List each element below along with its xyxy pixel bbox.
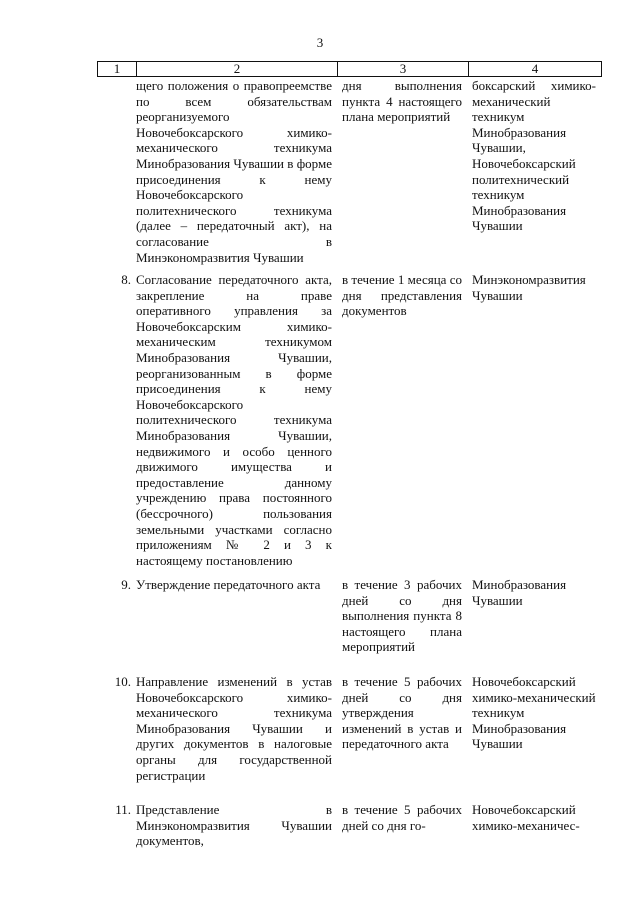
row-number: 10. xyxy=(114,674,131,689)
deadline-cell: в течение 5 рабочих дней со дня го- xyxy=(342,802,462,833)
column-header-4: 4 xyxy=(469,62,602,77)
responsible-cell: Новочебоксарский химико-механичес- xyxy=(472,802,580,833)
action-cell: щего положения о правопреемстве по всем обязательствам реорганизуемого Новочебоксарского химико-механического техникума Минобразования Чувашии в форме присоединения к нему Новочебоксарского политехнического техникума (далее – передаточный акт), на согласование в Минэкономразвития Чувашии xyxy=(136,78,332,265)
column-header-3: 3 xyxy=(338,62,469,77)
deadline-cell: в течение 3 рабочих дней со дня выполнения пункта 8 настоящего плана мероприятий xyxy=(342,577,462,655)
action-cell: Направление изменений в устав Новочебоксарского химико-механического техникума Минобразования Чувашии и других документов в налоговые органы для государственной регистрации xyxy=(136,674,332,783)
deadline-cell: дня выполнения пункта 4 настоящего плана мероприятий xyxy=(342,78,462,125)
column-header-1: 1 xyxy=(98,62,137,77)
deadline-cell: в течение 1 месяца со дня представления документов xyxy=(342,272,462,319)
column-header-row xyxy=(97,61,602,77)
responsible-cell: боксарский химико-механический техникум Минобразования Чувашии, Новочебоксарский политехнический техникум Минобразования Чувашии xyxy=(472,78,596,234)
action-cell: Согласование передаточного акта, закрепление на праве оперативного управления за Новочебоксарским химико-механическим техникумом Минобразования Чувашии, реорганизованным в форме присоединения к нему Новочебоксарского политехнического техникума Минобразования Чувашии, недвижимого и особо ценного движимого имущества и предоставление данному учреждению права постоянного (бессрочного) пользования земельными участками согласно приложениям № 2 и 3 к настоящему постановлению xyxy=(136,272,332,568)
row-number: 11. xyxy=(115,802,131,817)
action-cell: Представление в Минэкономразвития Чувашии документов, xyxy=(136,802,332,849)
responsible-cell: Новочебоксарский химико-механический техникум Минобразования Чувашии xyxy=(472,674,596,752)
page-number: 3 xyxy=(316,35,324,50)
responsible-cell: Минэкономразвития Чувашии xyxy=(472,272,586,303)
column-header-2: 2 xyxy=(137,62,338,77)
responsible-cell: Минобразования Чувашии xyxy=(472,577,567,608)
row-number: 8. xyxy=(121,272,131,287)
row-number: 9. xyxy=(121,577,131,592)
action-cell: Утверждение передаточного акта xyxy=(136,577,321,592)
deadline-cell: в течение 5 рабочих дней со дня утверждения изменений в устав и передаточного акта xyxy=(342,674,462,752)
